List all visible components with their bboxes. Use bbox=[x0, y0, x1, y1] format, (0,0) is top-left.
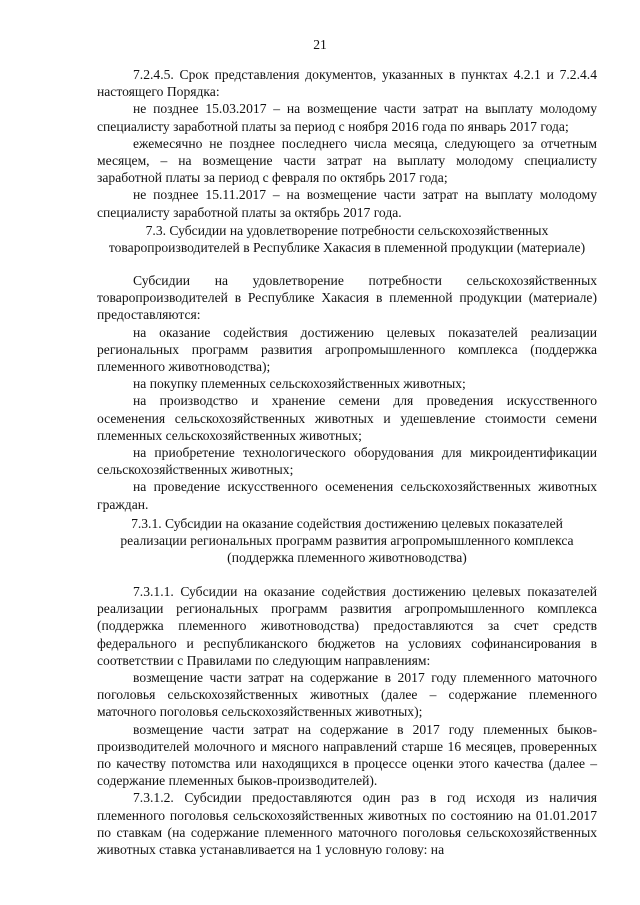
page-number: 21 bbox=[313, 37, 327, 52]
paragraph: 7.2.4.5. Срок представления документов, указанных в пунктах 4.2.1 и 7.2.4.4 настоящего Порядка: bbox=[97, 67, 597, 100]
list-item: на приобретение технологического оборудования для микроидентификации сельскохозяйственных животных; bbox=[97, 445, 597, 478]
paragraph: Субсидии на удовлетворение потребности сельскохозяйственных товаропроизводителей в Республике Хакасия в племенной продукции (материале) предоставляются: bbox=[97, 273, 597, 323]
list-item: на покупку племенных сельскохозяйственных животных; bbox=[133, 376, 466, 392]
section-heading: 7.3.1. Субсидии на оказание содействия достижению целевых показателей реализации региональных программ развития агропромышленного комплекса (поддержка племенного животноводства) bbox=[120, 516, 574, 566]
section-7-3 bbox=[97, 272, 597, 513]
list-item: на оказание содействия достижению целевых показателей реализации региональных программ развития агропромышленного комплекса (поддержка племенного животноводства); bbox=[97, 324, 597, 375]
heading-7-3-block bbox=[97, 222, 597, 256]
list-item: возмещение части затрат на содержание в 2017 году племенного маточного поголовья сельскохозяйственных животных (далее – содержание племенного маточного поголовья сельскохозяйственных животных); bbox=[97, 670, 597, 720]
paragraph: не позднее 15.11.2017 – на возмещение части затрат на выплату молодому специалисту заработной платы за октябрь 2017 года. bbox=[97, 187, 597, 220]
paragraph: 7.3.1.2. Субсидии предоставляются один раз в год исходя из наличия племенного поголовья сельскохозяйственных животных по состоянию на 01.01.2017 по ставкам (на содержание племенного маточного поголовья сельскохозяйственных животных ставка устанавливается на 1 условную голову: на bbox=[97, 790, 597, 858]
list-item: на производство и хранение семени для проведения искусственного осеменения сельскохозяйственных животных и удешевление стоимости семени племенных сельскохозяйственных животных; bbox=[97, 393, 597, 443]
section-7-3-1 bbox=[97, 583, 597, 858]
paragraph: не позднее 15.03.2017 – на возмещение части затрат на выплату молодому специалисту заработной платы за период с ноября 2016 года по январь 2017 года; bbox=[97, 101, 597, 134]
section-heading: 7.3. Субсидии на удовлетворение потребности сельскохозяйственных товаропроизводителей в Республике Хакасия в племенной продукции (материале) bbox=[108, 223, 586, 256]
list-item: на проведение искусственного осеменения сельскохозяйственных животных граждан. bbox=[97, 479, 597, 512]
paragraph: 7.3.1.1. Субсидии на оказание содействия достижению целевых показателей реализации региональных программ развития агропромышленного комплекса (поддержка племенного животноводства) предоставляются за счет средств федерального и республиканского бюджетов на условиях софинансирования в соответствии с Правилами по следующим направлениям: bbox=[97, 584, 597, 668]
list-item: возмещение части затрат на содержание в 2017 году племенных быков-производителей молочного и мясного направлений старше 16 месяцев, проверенных по качеству потомства или находящихся в процессе оценки этого качества (далее – содержание племенных быков-производителей). bbox=[97, 721, 597, 789]
section-7-2-4-5 bbox=[97, 66, 597, 221]
paragraph: ежемесячно не позднее последнего числа месяца, следующего за отчетным месяцем, – на возмещение части затрат на выплату молодому специалисту заработной платы за период с февраля по октябрь 2017 года; bbox=[97, 135, 597, 186]
heading-7-3-1-block bbox=[97, 515, 597, 567]
